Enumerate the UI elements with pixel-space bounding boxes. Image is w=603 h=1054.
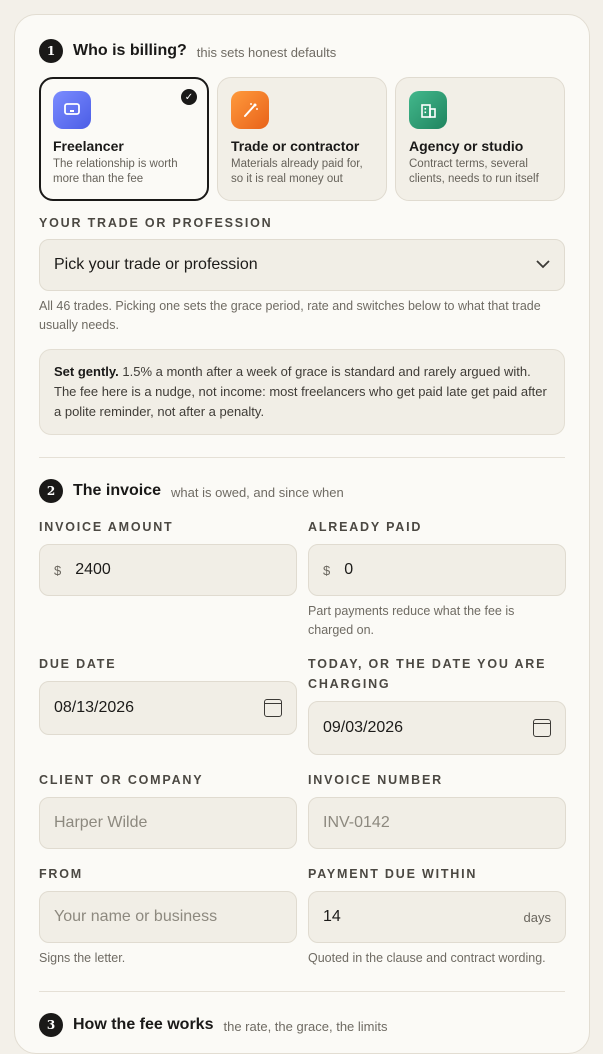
already-paid-value: 0 (344, 561, 354, 578)
section-subtitle: what is owed, and since when (171, 484, 344, 500)
payment-terms-help: Quoted in the clause and contract wording. (308, 951, 546, 965)
step-number: 1 (39, 39, 63, 63)
biller-description: Materials already paid for, so it is real money out (231, 158, 363, 185)
biller-description: The relationship is worth more than the fee (53, 158, 178, 185)
already-paid-input[interactable] (308, 544, 566, 596)
payment-terms-input[interactable] (308, 891, 566, 943)
wand-icon (231, 91, 269, 129)
already-paid-label: ALREADY PAID (308, 520, 423, 534)
from-help: Signs the letter. (39, 951, 126, 965)
due-date-input[interactable] (39, 681, 297, 735)
invoice-amount-input[interactable] (39, 544, 297, 596)
from-placeholder: Your name or business (54, 908, 218, 925)
payment-terms-suffix: days (523, 909, 551, 925)
section-title: How the fee works (73, 1016, 214, 1033)
biller-option-trade[interactable] (217, 77, 387, 201)
currency-symbol: $ (323, 562, 331, 578)
calendar-icon[interactable] (264, 699, 282, 717)
from-label: FROM (39, 867, 83, 881)
biller-title: Trade or contractor (231, 138, 360, 154)
chevron-down-icon (536, 256, 550, 274)
section-3-header (39, 1013, 388, 1037)
invoice-number-label: INVOICE NUMBER (308, 773, 443, 787)
step-number: 3 (39, 1013, 63, 1037)
today-date-value: 09/03/2026 (323, 719, 404, 736)
trade-select-value: Pick your trade or profession (54, 256, 258, 273)
calculator-card (14, 14, 590, 1054)
payment-terms-value: 14 (323, 908, 341, 925)
trade-select[interactable] (39, 239, 565, 291)
section-title: Who is billing? (73, 42, 187, 59)
section-subtitle: the rate, the grace, the limits (223, 1018, 388, 1034)
invoice-amount-label: INVOICE AMOUNT (39, 520, 174, 534)
due-date-value: 08/13/2026 (54, 699, 135, 716)
from-input[interactable] (39, 891, 297, 943)
section-divider (39, 457, 565, 458)
due-date-label: DUE DATE (39, 657, 117, 671)
invoice-number-placeholder: INV-0142 (323, 814, 390, 831)
guidance-note (39, 349, 565, 435)
biller-option-agency[interactable] (395, 77, 565, 201)
currency-symbol: $ (54, 562, 62, 578)
client-label: CLIENT OR COMPANY (39, 773, 204, 787)
step-number: 2 (39, 479, 63, 503)
payment-terms-label: PAYMENT DUE WITHIN (308, 867, 478, 881)
building-icon (409, 91, 447, 129)
calendar-icon[interactable] (533, 719, 551, 737)
selected-check-icon: ✓ (181, 89, 197, 105)
section-subtitle: this sets honest defaults (196, 44, 337, 60)
invoice-amount-value: 2400 (75, 561, 111, 578)
monitor-icon (53, 91, 91, 129)
section-2-header (39, 479, 344, 503)
biller-option-freelancer[interactable] (39, 77, 209, 201)
section-1-header (39, 39, 336, 63)
biller-title: Freelancer (53, 138, 124, 154)
biller-title: Agency or studio (409, 138, 524, 154)
client-placeholder: Harper Wilde (54, 814, 148, 831)
section-divider (39, 991, 565, 992)
note-heading: Set gently. (54, 364, 119, 379)
today-date-input[interactable] (308, 701, 566, 755)
section-title: The invoice (73, 482, 162, 499)
trade-help: All 46 trades. Picking one sets the grace period, rate and switches below to what that trade usually needs. (39, 299, 541, 332)
invoice-number-input[interactable] (308, 797, 566, 849)
today-date-label: TODAY, OR THE DATE YOU ARE CHARGING (308, 657, 547, 691)
note-text: 1.5% a month after a week of grace is standard and rarely argued with. The fee here is a nudge, not income: most freelancers who get paid late get paid after a polite reminder, not after a penalty. (54, 364, 547, 419)
trade-label: YOUR TRADE OR PROFESSION (39, 216, 273, 230)
already-paid-help: Part payments reduce what the fee is charged on. (308, 604, 515, 637)
biller-description: Contract terms, several clients, needs to run itself (409, 158, 539, 185)
client-input[interactable] (39, 797, 297, 849)
